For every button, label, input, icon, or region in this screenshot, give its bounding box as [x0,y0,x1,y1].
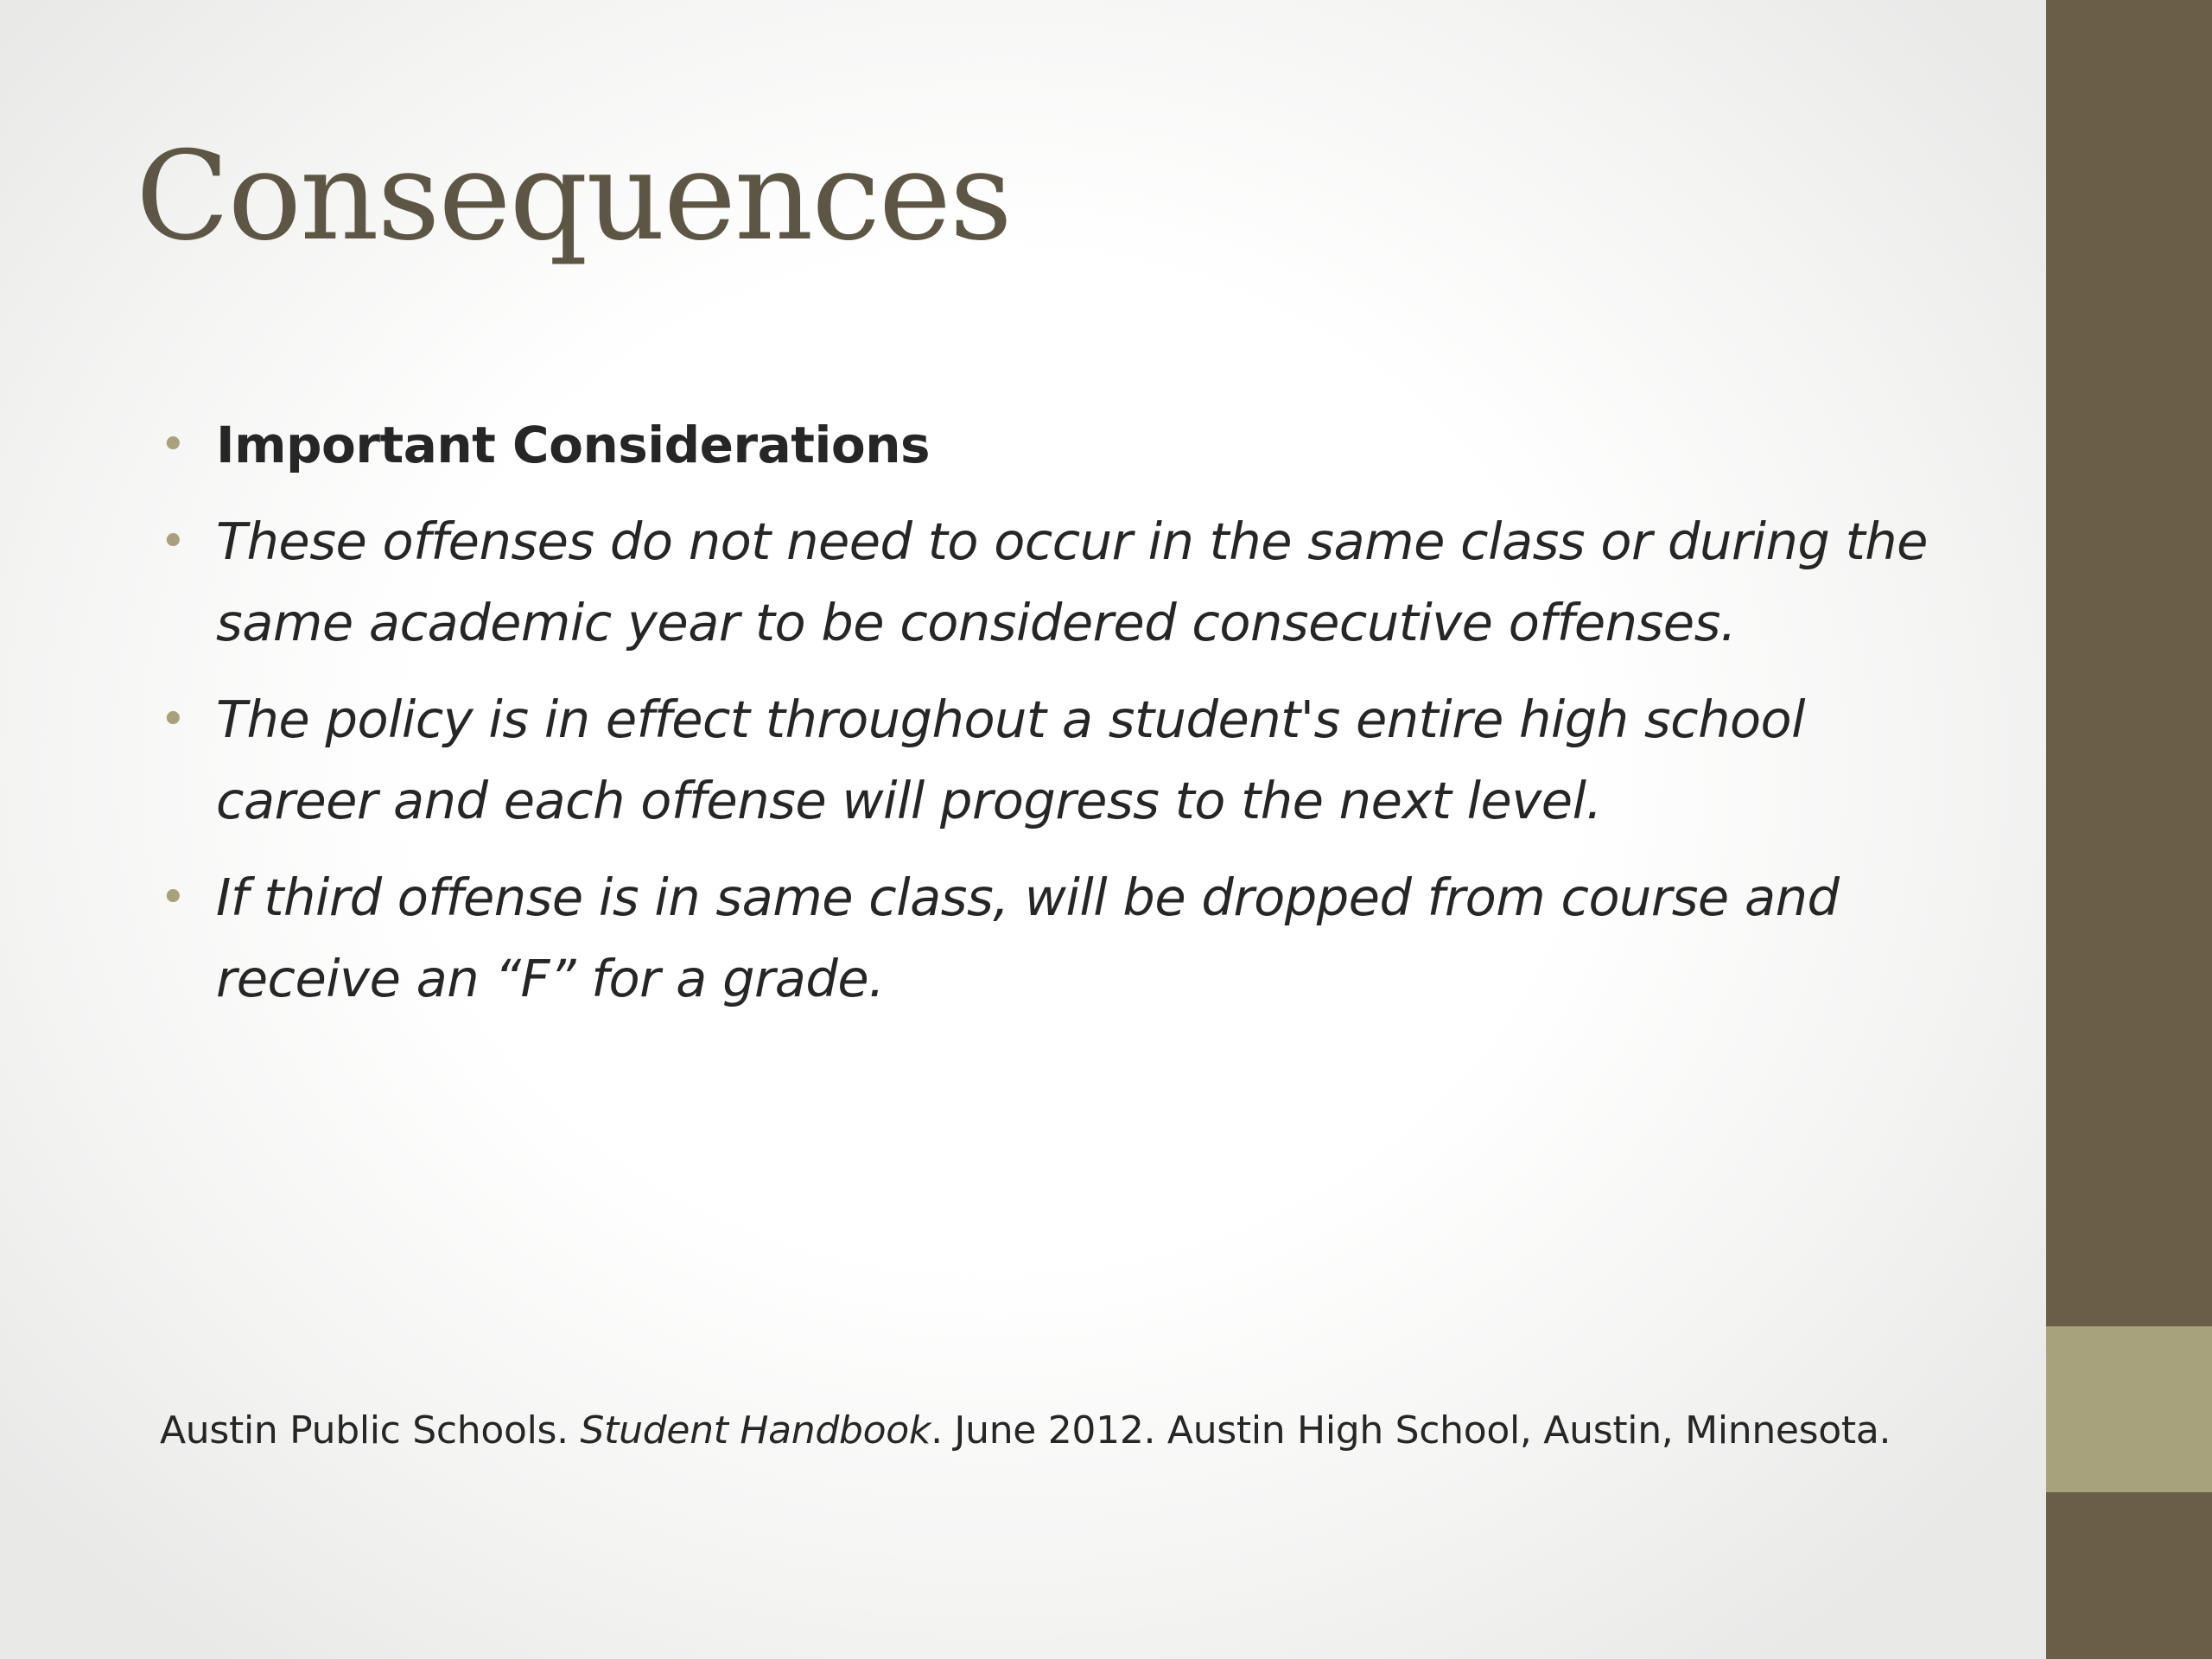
bullet-item [160,679,1957,842]
bullet-icon: • [160,516,187,568]
citation-details: . June 2012. Austin High School, Austin, Minnesota. [931,1408,1891,1452]
bullet-icon: • [160,872,187,924]
citation-source: Austin Public Schools. [160,1408,581,1452]
bullet-icon: • [160,694,187,746]
bullet-text: The policy is in effect throughout a student's entire high school career and each offense will progress to the next level. [216,690,1806,830]
bullet-list [160,404,1957,1035]
bullet-item [160,501,1957,664]
bullet-text: Important Considerations [216,416,931,474]
bullet-icon: • [160,419,187,471]
bullet-text: These offenses do not need to occur in the same class or during the same academic year to be considered consecutive offenses. [216,512,1928,652]
slide-title: Consequences [136,125,1011,268]
citation [160,1401,1931,1461]
bullet-text: If third offense is in same class, will be dropped from course and receive an “F” for a grade. [216,868,1840,1008]
bullet-item [160,857,1957,1020]
citation-title: Student Handbook [580,1408,931,1452]
decorative-sidebar-accent [2046,1326,2212,1492]
bullet-item [160,404,1957,486]
